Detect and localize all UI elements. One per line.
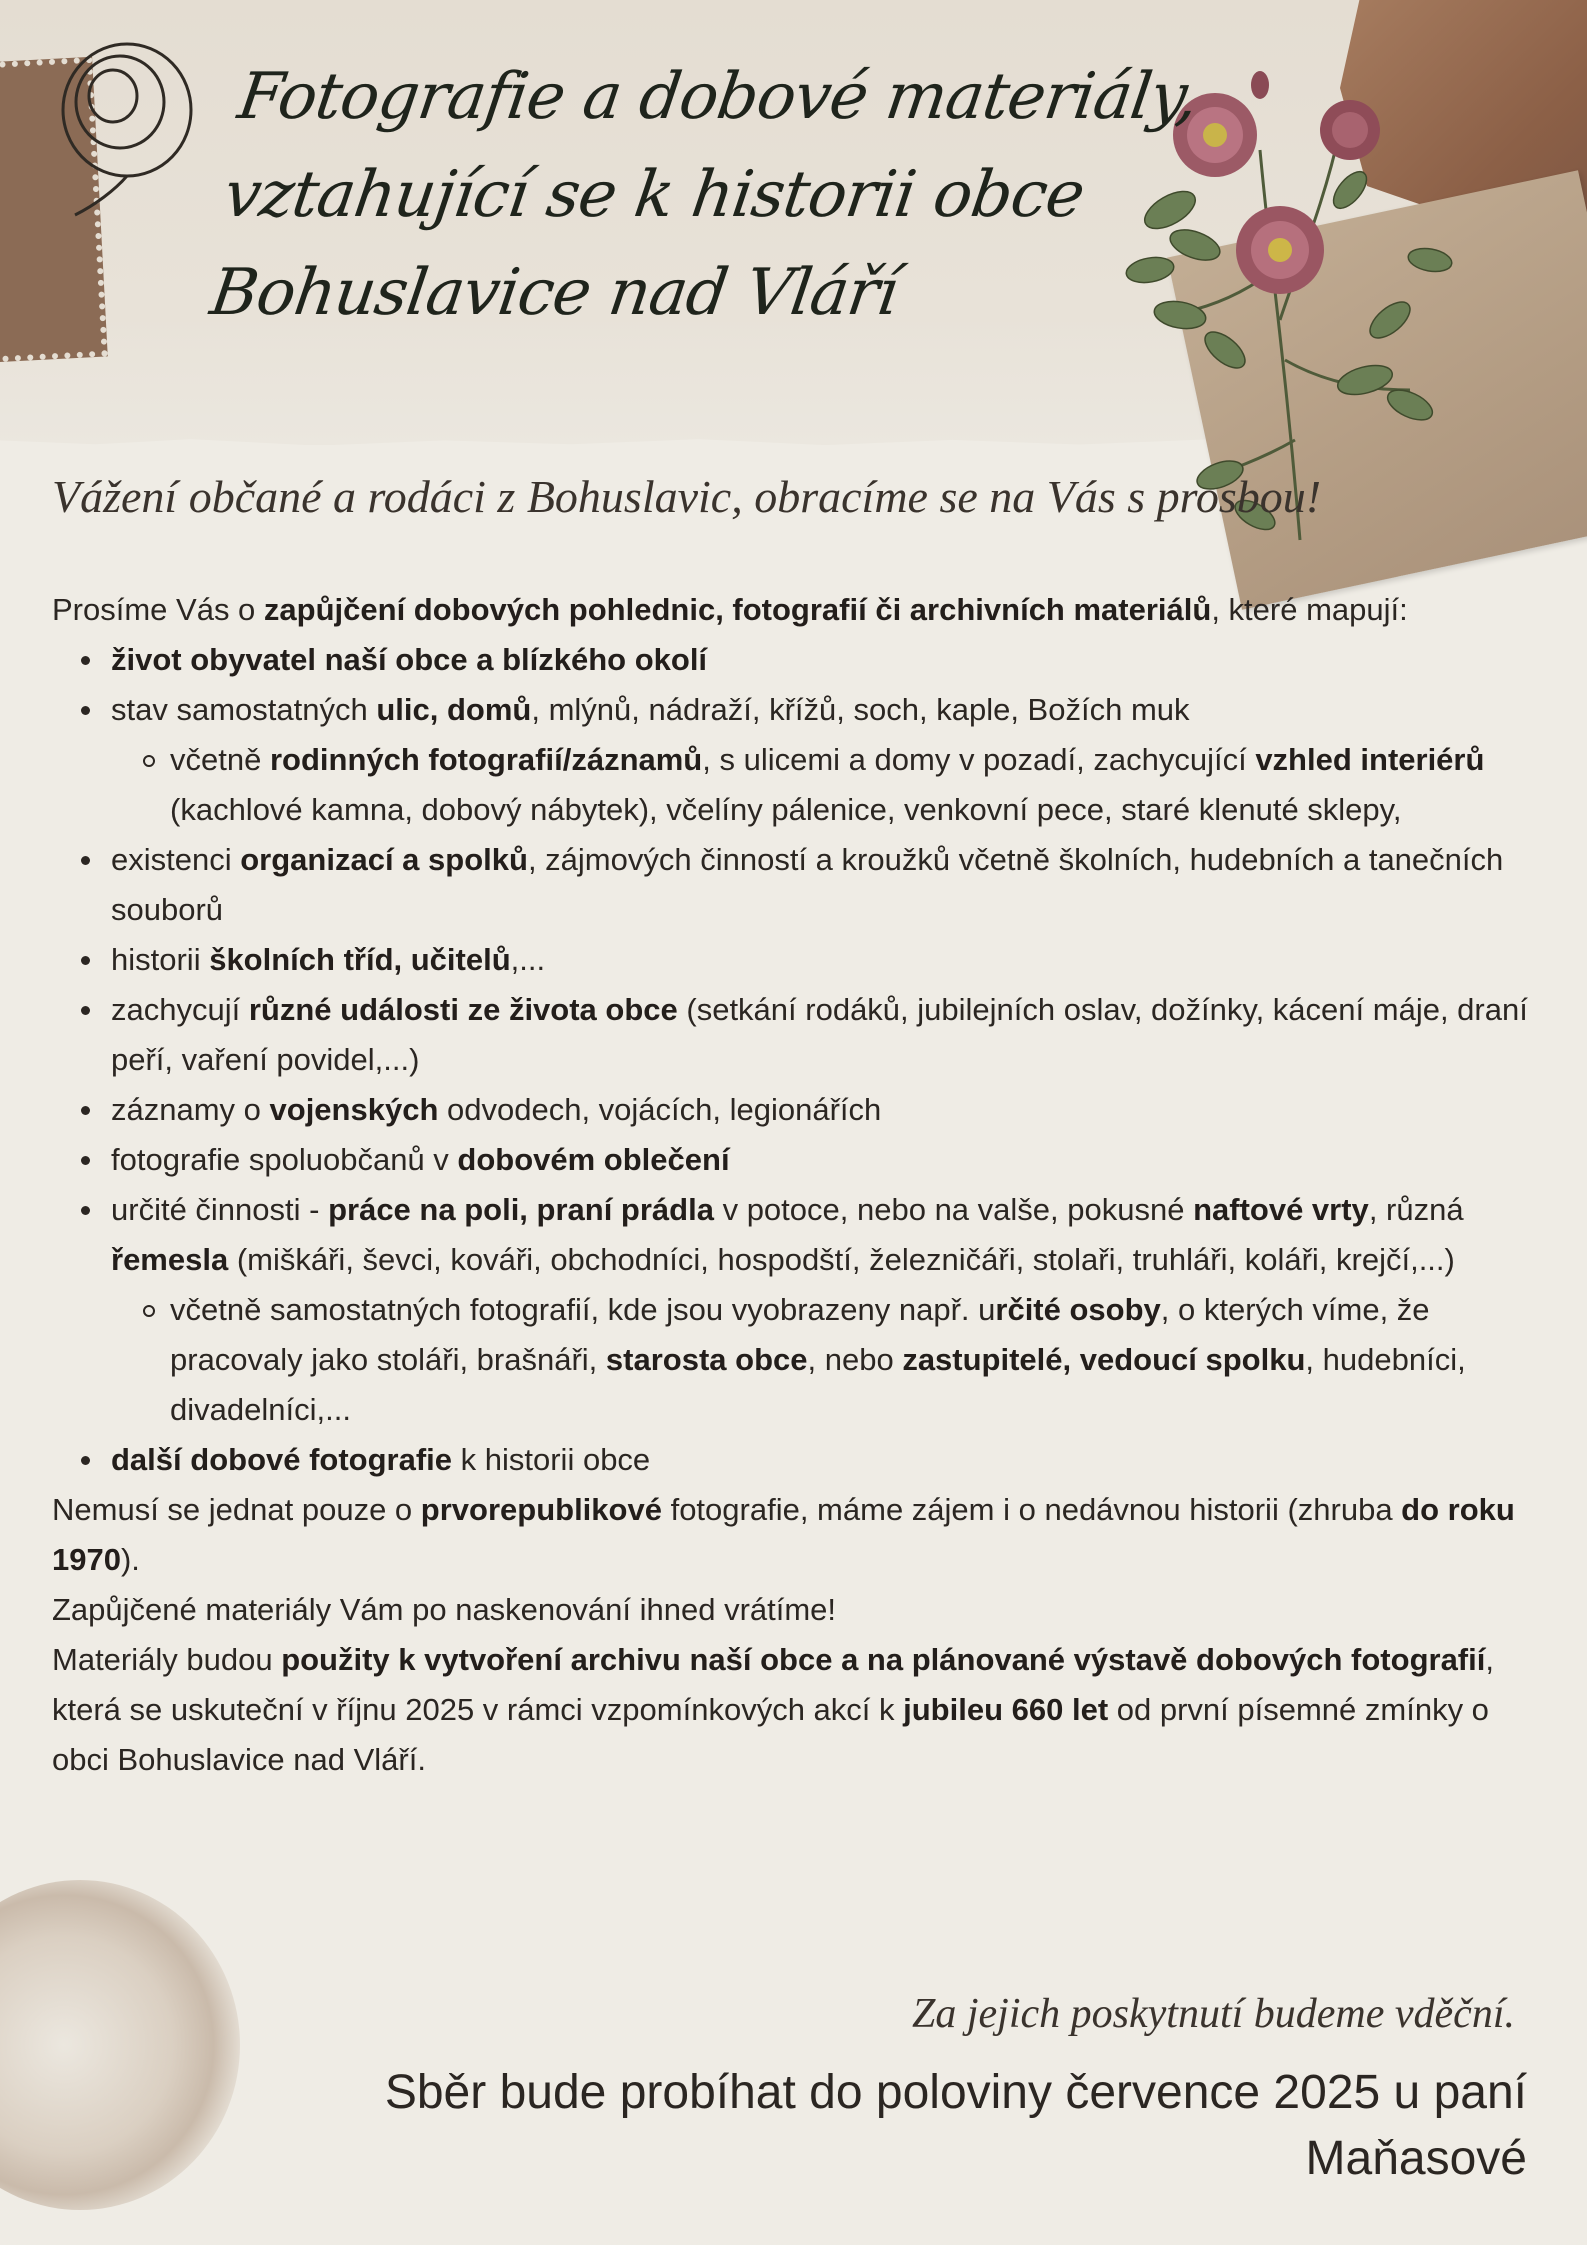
bold-text: vzhled interiérů xyxy=(1255,742,1485,777)
bold-text: prvorepublikové xyxy=(420,1492,662,1527)
text: , o kterých víme, že pracovaly jako stoláři, brašnáři, xyxy=(170,1292,1430,1377)
bold-text: zastupitelé, vedoucí spolku xyxy=(902,1342,1306,1377)
text: (setkání rodáků, jubilejních oslav, dožínky, kácení máje, draní peří, vaření povidel,...) xyxy=(111,992,1528,1077)
text: určité činnosti - xyxy=(111,1192,329,1227)
paragraph-exhibition xyxy=(52,1635,1532,1785)
text: , různá xyxy=(1368,1192,1464,1227)
sublist-item-persons xyxy=(111,1285,1532,1435)
list-item-work xyxy=(52,1185,1532,1435)
closing-note xyxy=(127,2060,1527,2192)
intro-paragraph xyxy=(52,585,1532,635)
bold-text: různé události ze života obce xyxy=(248,992,678,1027)
text: od první písemné zmínky o obci Bohuslavice nad Vláří. xyxy=(52,1692,1489,1777)
text: , hudebníci, divadelníci,... xyxy=(170,1342,1466,1427)
paragraph-return: Zapůjčené materiály Vám po naskenování ihned vrátíme! xyxy=(52,1592,837,1627)
topics-list xyxy=(52,635,1532,1485)
page-title xyxy=(204,48,1205,342)
closing-line-1: Sběr bude probíhat do poloviny července 2025 u paní xyxy=(384,2066,1527,2119)
title-line-2: vztahující se k historii obce xyxy=(219,158,1089,232)
text: stav samostatných xyxy=(111,692,377,727)
bold-text: život obyvatel naší obce a blízkého okolí xyxy=(111,642,708,677)
list-item-orgs xyxy=(52,835,1532,935)
text: (miškáři, ševci, kováři, obchodníci, hospodští, železničáři, stolaři, truhláři, koláři, krejčí,...) xyxy=(228,1242,1455,1277)
bold-text: jubileu 660 let xyxy=(903,1692,1109,1727)
list-item-military xyxy=(52,1085,1532,1135)
text: ). xyxy=(120,1542,140,1577)
text: Prosíme Vás o xyxy=(52,592,264,627)
sublist-item-family xyxy=(111,735,1532,835)
text: v potoce, nebo na valše, pokusné xyxy=(713,1192,1194,1227)
bold-text: použity k vytvoření archivu naší obce a na plánované výstavě dobových fotografií xyxy=(281,1642,1486,1677)
text: , zájmových činností a kroužků včetně školních, hudebních a tanečních souborů xyxy=(111,842,1504,927)
bold-text: řemesla xyxy=(111,1242,229,1277)
bold-text: školních tříd, učitelů xyxy=(209,942,511,977)
text: , s ulicemi a domy v pozadí, zachycující xyxy=(702,742,1256,777)
sublist xyxy=(111,1285,1532,1435)
title-line-1: Fotografie a dobové materiály, xyxy=(233,60,1202,134)
text: odvodech, vojácích, legionářích xyxy=(438,1092,882,1127)
bold-text: do roku 1970 xyxy=(52,1492,1515,1577)
text: existenci xyxy=(111,842,241,877)
text: včetně samostatných fotografií, kde jsou vyobrazeny např. u xyxy=(170,1292,996,1327)
text: (kachlové kamna, dobový nábytek), včelíny pálenice, venkovní pece, staré klenuté sklepy, xyxy=(170,792,1402,827)
text: Nemusí se jednat pouze o xyxy=(52,1492,421,1527)
bold-text: rodinných fotografií/záznamů xyxy=(269,742,703,777)
text: historii xyxy=(111,942,210,977)
text: , mlýnů, nádraží, křížů, soch, kaple, Božích muk xyxy=(531,692,1190,727)
bold-text: starosta obce xyxy=(605,1342,808,1377)
bold-text: zapůjčení dobových pohlednic, fotografií či archivních materiálů xyxy=(263,592,1212,627)
text: , které mapují: xyxy=(1211,592,1408,627)
list-item-streets xyxy=(52,685,1532,835)
text: zachycují xyxy=(111,992,249,1027)
text: Materiály budou xyxy=(52,1642,282,1677)
bold-text: dobovém oblečení xyxy=(457,1142,730,1177)
text: , která se uskuteční v říjnu 2025 v rámci vzpomínkových akcí k xyxy=(52,1642,1494,1727)
text: k historii obce xyxy=(452,1442,651,1477)
closing-line-2: Maňasové xyxy=(1305,2132,1527,2185)
list-item-other xyxy=(52,1435,1532,1485)
text: , nebo xyxy=(807,1342,903,1377)
text: včetně xyxy=(170,742,270,777)
bold-text: organizací a spolků xyxy=(240,842,528,877)
thanks-note: Za jejich poskytnutí budeme vděční. xyxy=(912,1991,1515,2037)
text: fotografie, máme zájem i o nedávnou historii (zhruba xyxy=(661,1492,1402,1527)
bold-text: rčité osoby xyxy=(995,1292,1161,1327)
text: záznamy o xyxy=(111,1092,270,1127)
bold-text: práce na poli, praní prádla xyxy=(328,1192,714,1227)
sublist xyxy=(111,735,1532,835)
text: fotografie spoluobčanů v xyxy=(111,1142,458,1177)
list-item-clothing xyxy=(52,1135,1532,1185)
spiral-icon xyxy=(55,40,215,220)
title-line-3: Bohuslavice nad Vláří xyxy=(206,256,903,330)
list-item-school xyxy=(52,935,1532,985)
paragraph-first-republic xyxy=(52,1485,1532,1585)
list-item-life xyxy=(52,635,1532,685)
body-text xyxy=(52,585,1532,1785)
bold-text: naftové vrty xyxy=(1193,1192,1369,1227)
bold-text: ulic, domů xyxy=(376,692,532,727)
bold-text: další dobové fotografie xyxy=(111,1442,453,1477)
list-item-events xyxy=(52,985,1532,1085)
text: ,... xyxy=(510,942,546,977)
bold-text: vojenských xyxy=(269,1092,439,1127)
greeting: Vážení občané a rodáci z Bohuslavic, obracíme se na Vás s prosbou! xyxy=(52,471,1322,522)
